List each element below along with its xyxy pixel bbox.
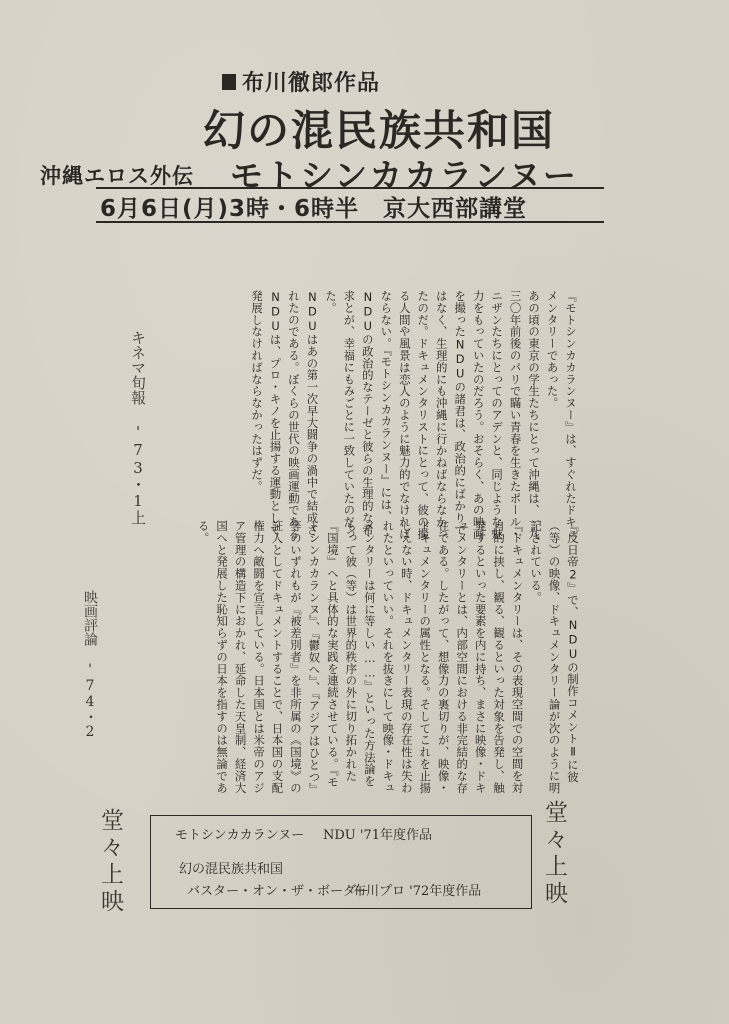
program-credit-1: NDU '71年度作品 — [323, 828, 433, 843]
program-film-3: バスター・オン・ザ・ボーダー — [187, 884, 370, 899]
film-subtitle-right: モトシンカカランヌー — [230, 156, 578, 195]
screening-note-left: 堂々上映 — [97, 808, 123, 916]
article-column-1 — [170, 290, 580, 540]
screening-program-box — [150, 815, 532, 909]
article-paragraph: 『モトシンカカランヌー』は、すぐれたドキュメンタリーであった。 — [545, 290, 578, 540]
header-rule-top — [96, 187, 604, 189]
square-bullet-icon — [222, 74, 236, 90]
program-film-2: 幻の混民族共和国 — [179, 862, 284, 877]
program-film-1: モトシンカカランヌー — [175, 828, 305, 843]
screening-note-right: 堂々上映 — [541, 800, 567, 908]
article-paragraph: 『反日帝2』で、NDUの制作コメントⅡに彼（等）の映像、ドキュメンタリー論が次のように明記されている。 — [529, 520, 580, 794]
article-column-2 — [112, 520, 582, 796]
film-subtitle-left: 沖縄エロス外伝 — [40, 164, 194, 188]
article-paragraph: あの頃の東京の学生たちにとって沖縄は、一九三〇年前後のパリで瞞い青春を生きたポール・ニザンたちにとってのアデンと、同じような魅力をもっていたのだろう。おそらく、あの映画を撮ったNDUの諸君は、政治的にばかりではなく、生理的にも沖縄に行かねばならなかったのだ。ドキュメンタリストにとって、彼の撮る人間や風景は恋人のように魅力的でなければならない。『モトシンカカランヌー』には、NDUの政治的なテーゼと彼らの生理的な希求とが、幸福にもみごとに一致していたのだった。 — [323, 290, 542, 540]
author-credit — [222, 66, 380, 97]
author-name: 布川徹郎作品 — [242, 70, 381, 96]
program-credit-3: 布川プロ '72年度作品 — [353, 884, 482, 899]
source-citation-1: キネマ旬報 '73・1上 — [129, 330, 147, 525]
film-title: 幻の混民族共和国 — [203, 106, 556, 155]
article-paragraph: 『ドキュメンタリーは、その表現空間での空間を対自的に挟し、観る、観るといった対象を告発し、触発するといった要素を内に持ち、まさに映像・ドキュメンタリーとは、内部空間における非完結的な存在である。したがって、想像力の裏切りが、映像・ドキュメンタリーの属性となる。そしてこれを止揚しえない時、ドキュメンタリー表現の存在性は失われたといっていい。それを抜きにして映像・ドキュメンタリーは何に等しい……』といった方法論をもって彼（等）は世界的秩序の外に切り拓かれた『国境』へと具体的な実践を連続させている。『モトシンカカランヌ』、『鬱奴へ』、『アジアはひとつ』等のいずれもが『被差別者』を非所属の《国境》の証人としてドキュメントすることで、日本国の支配権力へ敵闘を宣言している。日本国とは米帝のアジア管理の構造下におかれ、延命した天皇制、経済大国へと発展した恥知らずの日本を指すのは無論である。 — [196, 520, 525, 795]
screening-date-line: 6月6日(月)3時・6時半 京大西部講堂 — [100, 196, 528, 222]
header-rule-bottom — [96, 221, 604, 223]
article-paragraph: NDUはあの第一次早大闘争の渦中で結成されたのである。ぼくらの世代の映画運動であるNDUは、プロ・キノを止揚する運動として発展しなければならなかったはずだ。 — [250, 290, 320, 540]
source-citation-2: 映画評論 '74・2 — [82, 590, 98, 740]
